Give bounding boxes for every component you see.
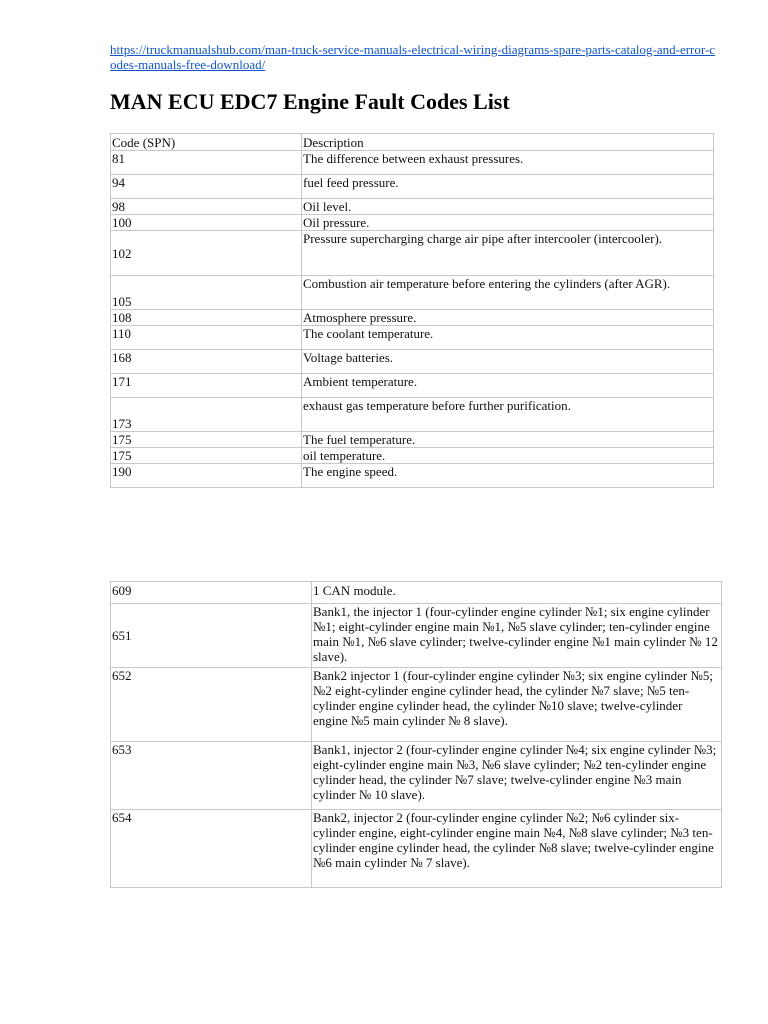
row-description: Bank1, injector 2 (four-cylinder engine cylinder №4; six engine cylinder №3; eight-cylinder engine main №3, №6 slave cylinder; №2 ten-cylinder engine cylinder head, the cylinder №7 slave; twelve-cylinder engine №3 main cylinder № 10 slave). xyxy=(312,742,722,810)
row-description: fuel feed pressure. xyxy=(302,175,714,199)
row-code: 94 xyxy=(111,175,302,199)
row-description: The fuel temperature. xyxy=(302,432,714,448)
row-description: Bank2 injector 1 (four-cylinder engine cylinder №3; six engine cylinder №5; №2 eight-cylinder engine cylinder head, the cylinder №7 slave; №5 ten-cylinder engine cylinder head, the cylinder №10 slave; twelve-cylinder engine №5 main cylinder № 8 slave). xyxy=(312,668,722,742)
row-code: 168 xyxy=(111,350,302,374)
row-code: 171 xyxy=(111,374,302,398)
source-link[interactable]: https://truckmanualshub.com/man-truck-service-manuals-electrical-wiring-diagrams-spare-parts-catalog-and-error-codes-manuals-free-download/ xyxy=(110,42,716,72)
row-description: Bank1, the injector 1 (four-cylinder engine cylinder №1; six engine cylinder №1; eight-cylinder engine main №1, №5 slave cylinder; ten-cylinder engine main №1, №6 slave cylinder; twelve-cylinder engine №1 main cylinder № 12 slave). xyxy=(312,604,722,668)
row-description: Combustion air temperature before entering the cylinders (after AGR). xyxy=(302,276,714,310)
row-description: 1 CAN module. xyxy=(312,582,722,604)
row-code: 651 xyxy=(111,604,312,668)
row-code: 175 xyxy=(111,448,302,464)
row-code: 81 xyxy=(111,151,302,175)
fault-codes-table-1 xyxy=(110,133,714,488)
table-header-row xyxy=(111,134,714,151)
table-row xyxy=(111,448,714,464)
table-row xyxy=(111,199,714,215)
row-code: 110 xyxy=(111,326,302,350)
page-title: MAN ECU EDC7 Engine Fault Codes List xyxy=(110,89,510,114)
row-description: exhaust gas temperature before further purification. xyxy=(302,398,714,432)
row-description: Atmosphere pressure. xyxy=(302,310,714,326)
row-description: Ambient temperature. xyxy=(302,374,714,398)
table-row xyxy=(111,276,714,310)
table-row xyxy=(111,350,714,374)
table-row xyxy=(111,310,714,326)
table-row xyxy=(111,151,714,175)
table-row xyxy=(111,175,714,199)
row-description: Voltage batteries. xyxy=(302,350,714,374)
row-description: The engine speed. xyxy=(302,464,714,488)
table-row xyxy=(111,398,714,432)
table-row xyxy=(111,582,722,604)
row-description: The coolant temperature. xyxy=(302,326,714,350)
fault-codes-table-2 xyxy=(110,581,722,888)
table-row xyxy=(111,810,722,888)
row-code: 173 xyxy=(111,398,302,432)
row-code: 652 xyxy=(111,668,312,742)
row-description: oil temperature. xyxy=(302,448,714,464)
table-row xyxy=(111,326,714,350)
table-row xyxy=(111,742,722,810)
header-description: Description xyxy=(302,134,714,151)
row-code: 654 xyxy=(111,810,312,888)
row-code: 190 xyxy=(111,464,302,488)
row-code: 609 xyxy=(111,582,312,604)
row-code: 98 xyxy=(111,199,302,215)
table-row xyxy=(111,604,722,668)
header-code: Code (SPN) xyxy=(111,134,302,151)
table-row xyxy=(111,668,722,742)
row-code: 108 xyxy=(111,310,302,326)
table-row xyxy=(111,215,714,231)
row-code: 105 xyxy=(111,276,302,310)
row-code: 100 xyxy=(111,215,302,231)
row-description: Pressure supercharging charge air pipe after intercooler (intercooler). xyxy=(302,231,714,276)
row-code: 102 xyxy=(111,231,302,276)
row-description: The difference between exhaust pressures. xyxy=(302,151,714,175)
table-row xyxy=(111,464,714,488)
row-description: Bank2, injector 2 (four-cylinder engine cylinder №2; №6 cylinder six-cylinder engine, eight-cylinder engine main №4, №8 slave cylinder; №3 ten-cylinder engine cylinder head, the cylinder №8 slave; twelve-cylinder engine №6 main cylinder № 7 slave). xyxy=(312,810,722,888)
table-row xyxy=(111,374,714,398)
row-description: Oil level. xyxy=(302,199,714,215)
row-code: 653 xyxy=(111,742,312,810)
table-row xyxy=(111,432,714,448)
row-description: Oil pressure. xyxy=(302,215,714,231)
row-code: 175 xyxy=(111,432,302,448)
table-row xyxy=(111,231,714,276)
